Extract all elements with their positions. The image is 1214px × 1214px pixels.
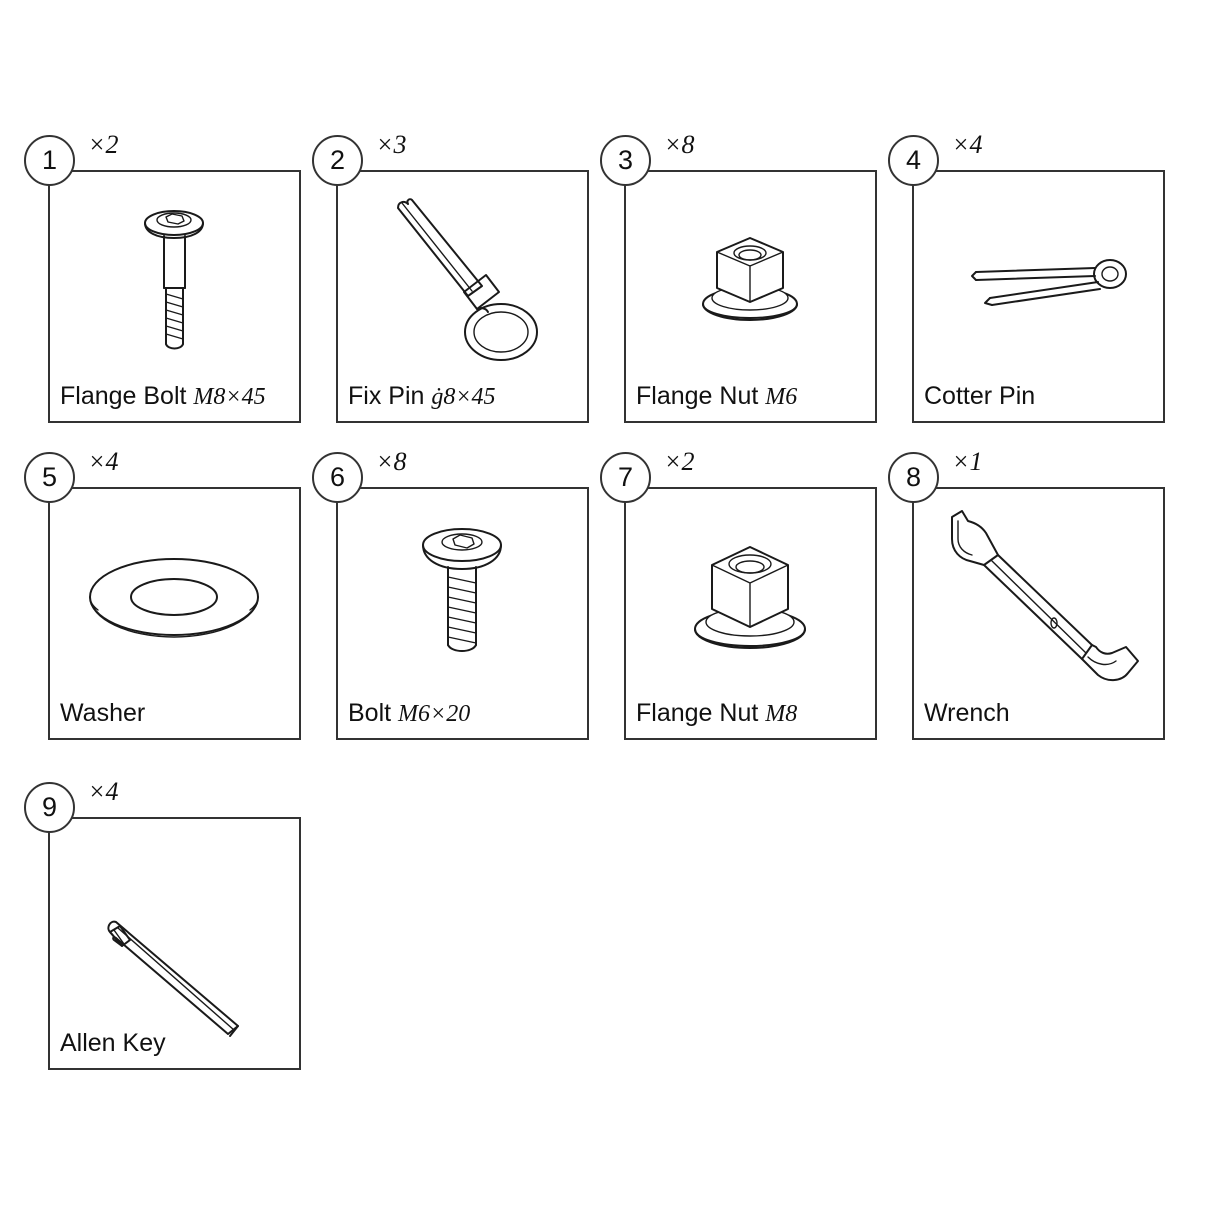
parts-row <box>41 777 336 1070</box>
flange-bolt-icon <box>48 176 301 368</box>
part-quantity: ×2 <box>88 130 119 159</box>
part-number-badge: 9 <box>24 782 75 833</box>
part-name: Washer <box>60 699 146 727</box>
part-number-badge: 7 <box>600 452 651 503</box>
part-label <box>60 382 266 411</box>
part-label <box>636 382 797 411</box>
cotter-pin-icon <box>912 176 1165 368</box>
part-name: Allen Key <box>60 1029 166 1057</box>
washer-icon <box>48 493 301 685</box>
parts-row <box>41 447 1200 740</box>
part-label <box>348 699 470 728</box>
part-quantity: ×4 <box>952 130 983 159</box>
part-label <box>924 699 1010 728</box>
part-spec: M6×20 <box>398 701 471 727</box>
fix-pin-icon <box>336 176 589 368</box>
wrench-icon <box>912 493 1165 685</box>
part-label <box>60 1029 166 1058</box>
part-quantity: ×3 <box>376 130 407 159</box>
part-number-badge: 8 <box>888 452 939 503</box>
part-quantity: ×8 <box>664 130 695 159</box>
part-name: Flange Nut <box>636 699 759 727</box>
part-name: Cotter Pin <box>924 382 1036 410</box>
part-quantity: ×1 <box>952 447 983 476</box>
part-number-badge: 3 <box>600 135 651 186</box>
part-label <box>636 699 797 728</box>
part-cell-wrench[interactable] <box>905 447 1165 740</box>
part-label <box>60 699 145 728</box>
part-spec: M8×45 <box>193 384 266 410</box>
part-number-badge: 1 <box>24 135 75 186</box>
flange-nut-icon <box>624 176 877 368</box>
part-number-badge: 6 <box>312 452 363 503</box>
parts-row <box>41 130 1200 423</box>
part-name: Flange Bolt <box>60 382 187 410</box>
part-label <box>924 382 1035 411</box>
part-cell-cotter-pin[interactable] <box>905 130 1165 423</box>
part-spec: ġ8×45 <box>431 384 496 410</box>
bolt-icon <box>336 493 589 685</box>
part-cell-flange-bolt[interactable] <box>41 130 301 423</box>
part-number-badge: 5 <box>24 452 75 503</box>
part-number-badge: 2 <box>312 135 363 186</box>
part-cell-bolt-m6[interactable] <box>329 447 589 740</box>
part-cell-flange-nut-m6[interactable] <box>617 130 877 423</box>
part-label <box>348 382 496 411</box>
part-name: Fix Pin <box>348 382 425 410</box>
part-spec: M6 <box>765 384 798 410</box>
part-quantity: ×8 <box>376 447 407 476</box>
part-number-badge: 4 <box>888 135 939 186</box>
part-name: Bolt <box>348 699 392 727</box>
part-cell-allen-key[interactable] <box>41 777 301 1070</box>
part-quantity: ×4 <box>88 777 119 806</box>
part-cell-flange-nut-m8[interactable] <box>617 447 877 740</box>
part-name: Flange Nut <box>636 382 759 410</box>
flange-nut-icon <box>624 493 877 685</box>
part-cell-washer[interactable] <box>41 447 301 740</box>
part-quantity: ×2 <box>664 447 695 476</box>
part-quantity: ×4 <box>88 447 119 476</box>
part-spec: M8 <box>765 701 798 727</box>
part-cell-fix-pin[interactable] <box>329 130 589 423</box>
part-name: Wrench <box>924 699 1010 727</box>
